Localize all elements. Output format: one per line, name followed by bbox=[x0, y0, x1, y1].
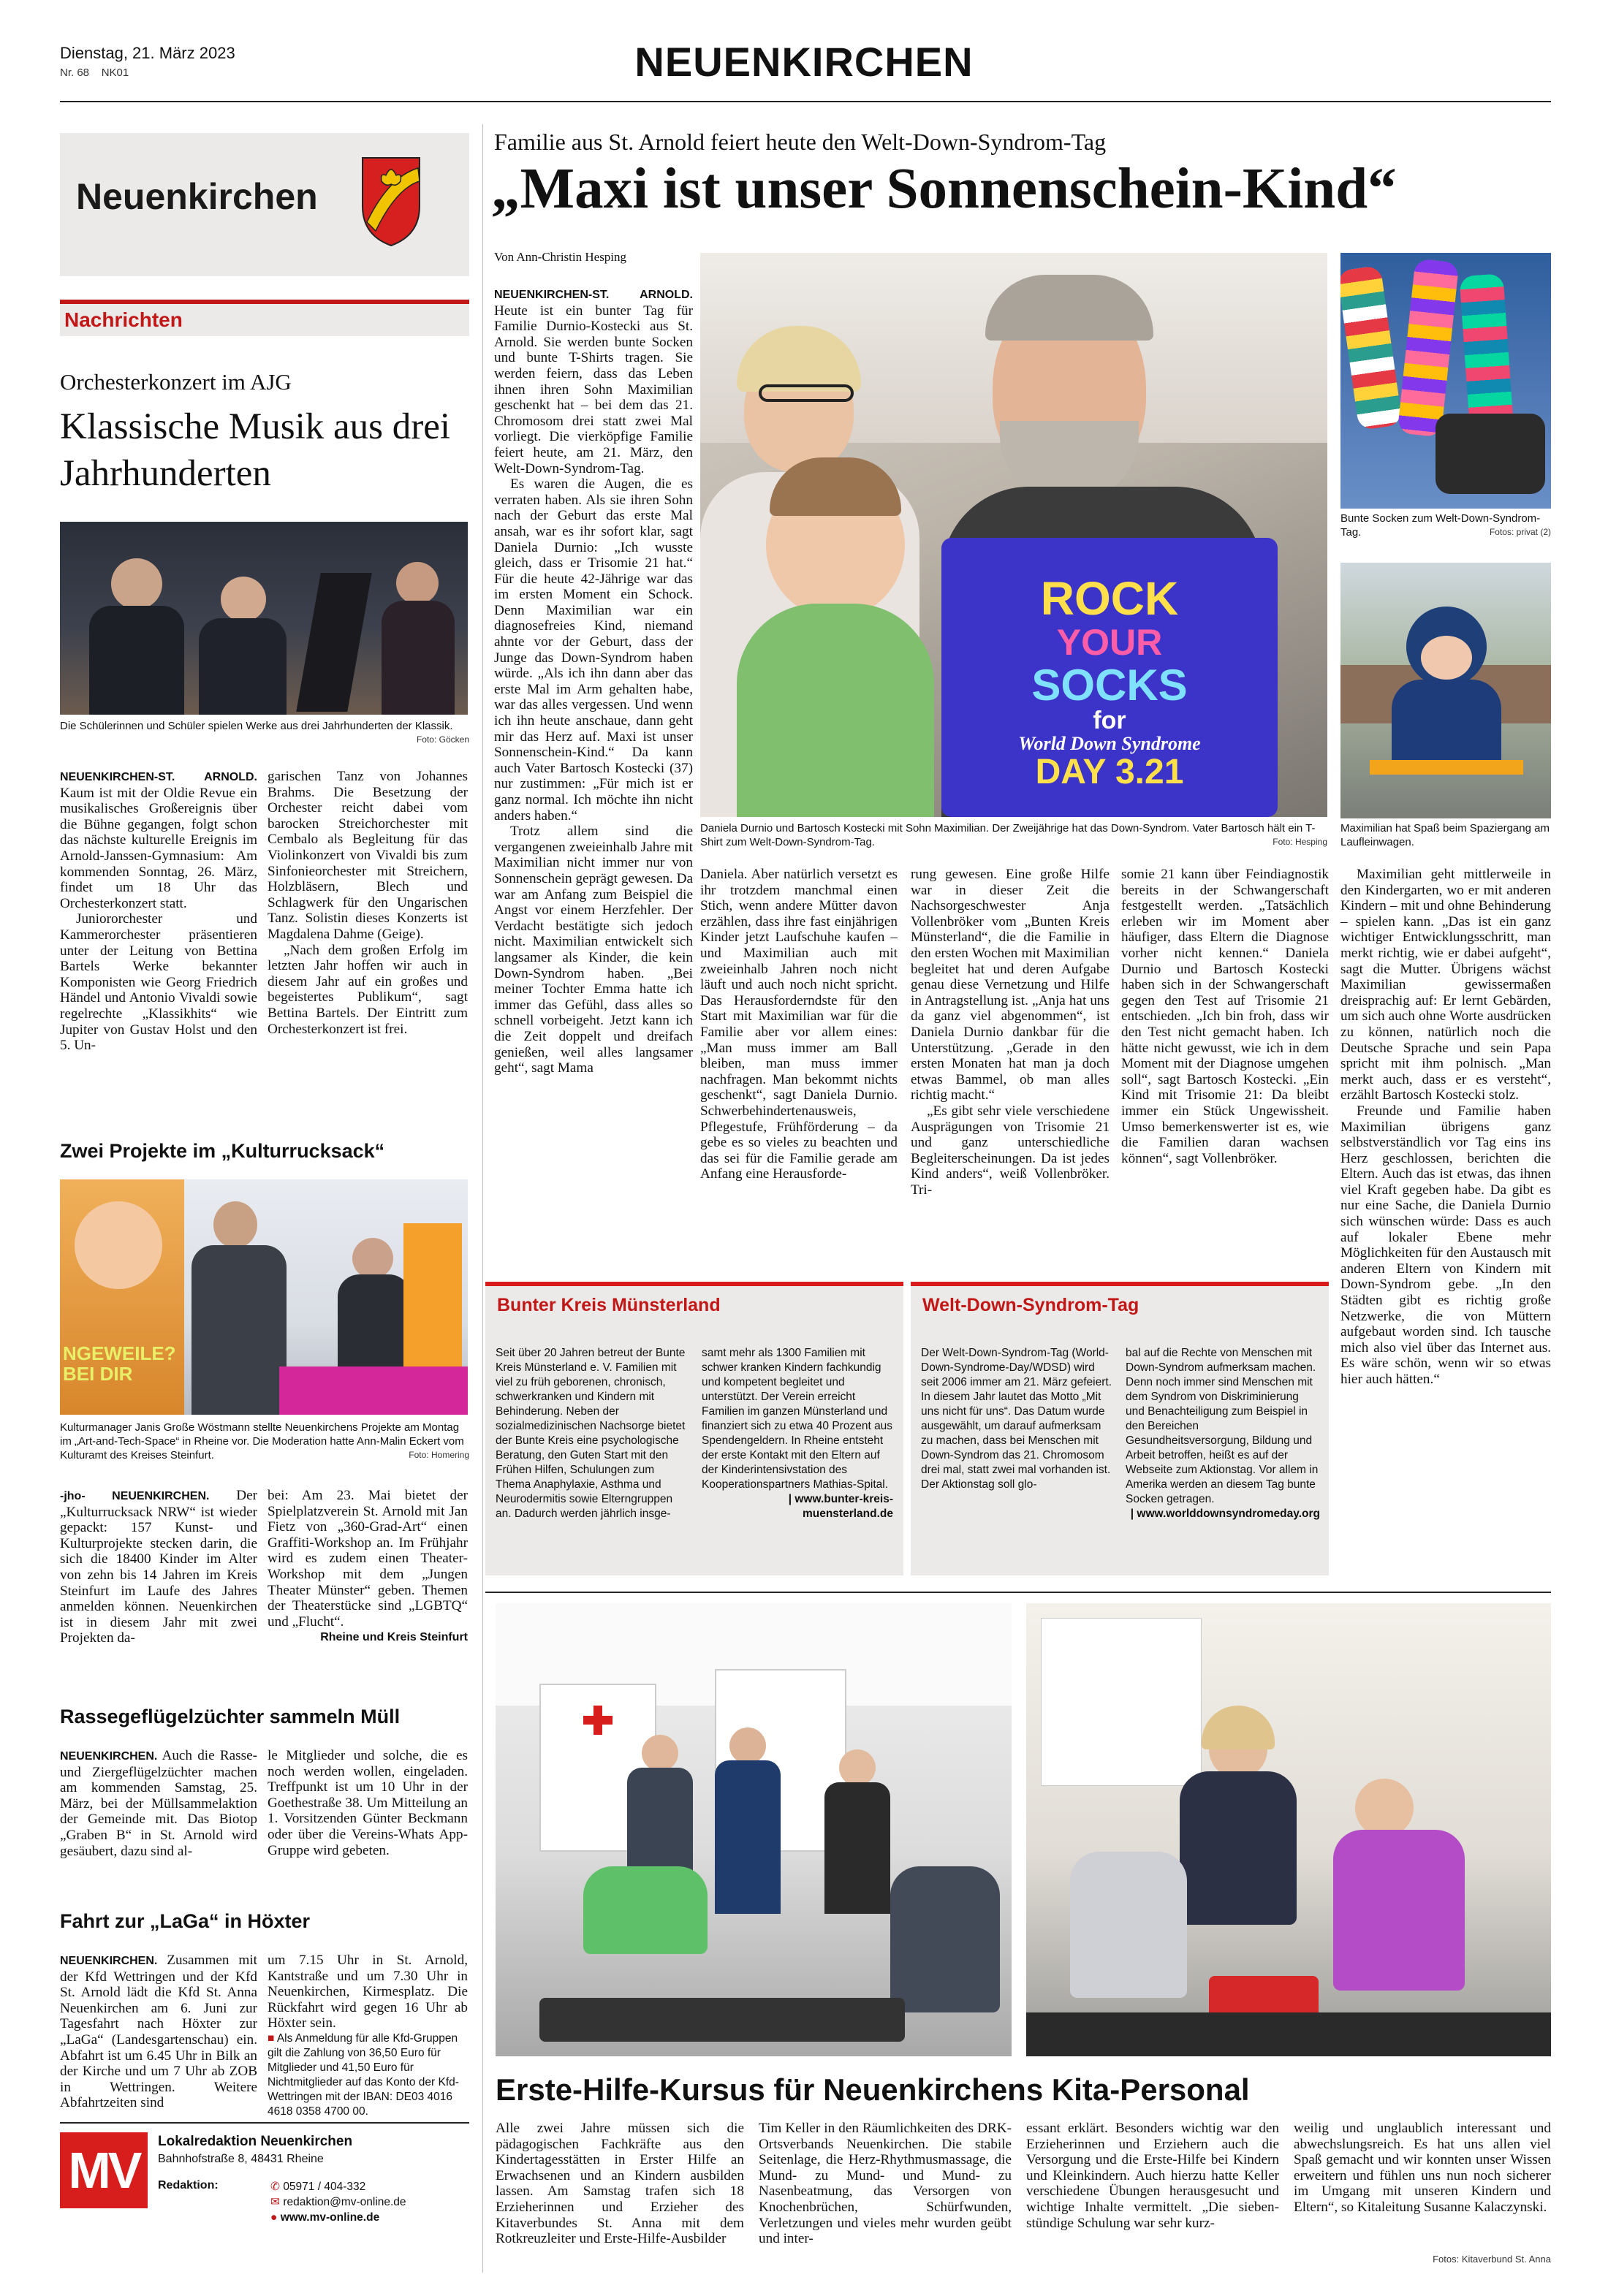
main-end-rule bbox=[485, 1592, 1551, 1593]
footer-email[interactable]: redaktion@mv-online.de bbox=[283, 2196, 406, 2208]
section-title: NEUENKIRCHEN bbox=[634, 39, 974, 85]
kulturrucksack-photo bbox=[60, 1179, 468, 1415]
concert-col1: NEUENKIRCHEN-ST. ARNOLD. Kaum ist mit der Oldie Revue ein musikalisches Großereignis über die Bühne gegangen, folgt schon das nächste kulturelle Ereignis im Arnold-Janssen-Gymnasium: Am kommenden Sonntag, 26. März, findet um 18 Uhr das Orchesterkonzert statt. Juniororchester und Kammerorchester präsentieren unter der Leitung von Bettina Bartels Werke bekannter Komponisten wie Georg Friedrich Händel und Antonio Vivaldi sowie regelrechte „Klassikhits“ wie Jupiter von Gustav Holst und den 5. Un- bbox=[60, 771, 257, 1054]
kulturrucksack-source: Rheine und Kreis Steinfurt bbox=[320, 1631, 468, 1644]
firstaid-col2: Tim Keller in den Räumlichkeiten des DRK-Ortsverbands Neuenkirchen. Die stabile Seitenlage, die Herz-Rhythmusmassage, die Mund- zu Mund- und Mund- zu Nasenbeatmung, das Versorgen von Knochenbrüchen, Schürfwunden, Verletzungen und vieles mehr wurden geübt und inter- bbox=[759, 2121, 1012, 2247]
socks-photo bbox=[1340, 253, 1551, 509]
footer-phone: 05971 / 404-332 bbox=[283, 2181, 366, 2193]
main-byline: Von Ann-Christin Hesping bbox=[494, 250, 627, 264]
box-bunter-col2: samt mehr als 1300 Familien mit schwer kranken Kindern fachkundig und kompetent begleitet und unterstützt. Der Verein erreicht Familien im ganzen Münsterland und finanziert sich zu etwa 40 Prozent aus Spendengeldern. In Rheine entsteht der erste Kontakt mit den Eltern auf der Kinderintensivstation des Kooperationspartners Mathias-Spital. | www.bunter-kreis-muensterland.de bbox=[702, 1347, 893, 1520]
gefluegel-col2: le Mitglieder und solche, die es noch werden wollen, eingeladen. Treffpunkt ist um 10 Uhr in der Goethestraße 38. Um Mitteilung an 1. Vorsitzenden Günter Beckmann oder über die Vereins-Whats App-Gruppe wird gebeten. bbox=[268, 1748, 468, 1858]
box-wdst-col1: Der Welt-Down-Syndrom-Tag (World-Down-Syndrome-Day/WDSD) wird seit 2006 immer am 21. März gefeiert. In diesem Jahr lautet das Motto „Mit uns nicht für uns“. Das Datum wurde ausgewählt, um darauf aufmerksam zu machen, dass bei Menschen mit Down-Syndrom das 21. Chromosom drei mal, statt zwei mal vorhanden ist. Der Aktionstag soll glo- bbox=[921, 1347, 1112, 1491]
issue-number: Nr. 68 bbox=[60, 66, 90, 79]
main-col4: somie 21 kann über Feindiagnostik bereits in der Schwangerschaft festgestellt werden. „Tatsächlich erleben wir im Moment aber häufiger, dass Eltern die Diagnose vorher nicht kennen.“ Daniela Durnio und Bartosch Kostecki haben sich in der Schwangerschaft gegen den Test auf Trisomie 21 entschieden. „Ich bin froh, dass wir den Test nicht gemacht haben. Ich hätte nicht gewusst, wie ich in dem Moment mit der Diagnose umgehen soll“, sagt Bartosch Kostecki. „Ein Kind mit Trisomie 21: Da bleibt immer ein Stück Ungewissheit. Umso bemerkenswerter ist es, wie die Familien daran wachsen können“, sagt Vollenbröker. bbox=[1121, 867, 1329, 1166]
family-photo-caption: Daniela Durnio und Bartosch Kostecki mit Sohn Maximilian. Der Zweijährige hat das Down-Syndrom. Vater Bartosch hält ein T-Shirt zum Welt-Down-Syndrom-Tag. Foto: Hesping bbox=[700, 822, 1327, 848]
kulturrucksack-col2: bei: Am 23. Mai bietet der Spielplatzverein St. Arnold mit Jan Fietz von „360-Grad-Art“ einen Graffiti-Workshop an. Im Frühjahr wird es zudem einen Theater-Workshop mit dem „Jungen Theater Münster“ geben. Themen der Theaterstücke sind „LGBTQ“ und „Flucht“. Rheine und Kreis Steinfurt bbox=[268, 1488, 468, 1644]
footer-office: Lokalredaktion Neuenkirchen bbox=[158, 2134, 353, 2149]
main-kicker: Familie aus St. Arnold feiert heute den Welt-Down-Syndrom-Tag bbox=[494, 129, 1107, 155]
concert-photo bbox=[60, 522, 468, 715]
coat-of-arms-icon bbox=[360, 155, 422, 248]
mv-logo: MV bbox=[60, 2132, 148, 2208]
laga-headline: Fahrt zur „LaGa“ in Höxter bbox=[60, 1910, 311, 1932]
box-bunter-title: Bunter Kreis Münsterland bbox=[485, 1282, 903, 1327]
footer-rule bbox=[60, 2122, 469, 2124]
socks-caption: Bunte Socken zum Welt-Down-Syndrom-Tag. Fotos: privat (2) bbox=[1340, 512, 1551, 539]
firstaid-photo-credit: Fotos: Kitaverbund St. Anna bbox=[1433, 2254, 1551, 2265]
family-photo bbox=[700, 253, 1327, 817]
laga-note-icon: ■ bbox=[268, 2031, 275, 2045]
concert-photo-credit: Foto: Göcken bbox=[416, 734, 469, 745]
kulturrucksack-caption: Kulturmanager Janis Große Wöstmann stellte Neuenkirchens Projekte am Montag im „Art-and-Tech-Space“ in Rheine vor. Die Moderation hatte Ann-Malin Eckert vom Kulturamt des Kreises Steinfurt. Foto: Homering bbox=[60, 1421, 469, 1461]
concert-col2: garischen Tanz von Johannes Brahms. Die Besetzung der Orchester reicht dabei vom barocken Streichorchester mit Cembalo als Begleitung für das Violinkonzert von Vivaldi bis zum Sinfonieorchester mit Streichern, Holzbläsern, Blech und Schlagwerk für den Ungarischen Tanz. Solistin dieses Konzerts ist Magdalena Dahme (Geige). „Nach dem großen Erfolg im letzten Jahr hoffen wir auch in diesem Jahr auf ein großes und begeistertes Publikum“, sagt Bettina Bartels. Der Eintritt zum Orchesterkonzert ist frei. bbox=[268, 769, 468, 1037]
main-col2: Daniela. Aber natürlich versetzt es ihr trotzdem manchmal einen Stich, wenn andere Mütter davon erzählen, dass ihre fast einjährigen Kinder jetzt Laufschuhe kaufen – und Maximilian auch mit zweieinhalb Jahren noch nicht läuft und auch noch nicht spricht. Das Herausforderndste für den Start mit Maximilian war für die Familie aber vor allem eines: „Man muss immer am Ball bleiben, man muss immer nachfragen. Man bekommt nichts geschenkt“, sagt Daniela Durnio. Schwerbehindertenausweis, Pflegestufe, Frühförderung – da gebe es so vieles zu beachten und das sei für die Familie gerade am Anfang eine Herausforde- bbox=[700, 867, 898, 1182]
kulturrucksack-photo-credit: Foto: Homering bbox=[409, 1450, 469, 1460]
box-wdst-link[interactable]: www.worlddownsyndromeday.org bbox=[1137, 1508, 1320, 1520]
laga-col1: NEUENKIRCHEN. Zusammen mit der Kfd Wettringen und der Kfd St. Arnold lädt die Kfd St. Anna Neuenkirchen am 6. Juni zur Tagesfahrt nach Höxter zur „LaGa“ (Landesgartenschau) ein. Abfahrt ist um 6.45 Uhr in Bilk an der Kirche und um 7 Uhr ab ZOB in Wettringen. Weitere Abfahrtzeiten sind bbox=[60, 1953, 257, 2111]
column-divider bbox=[482, 124, 483, 2273]
header-date: Dienstag, 21. März 2023 bbox=[60, 44, 235, 62]
firstaid-col4: weilig und unglaublich interessant und abwechslungsreich. Es hat uns allen viel Spaß gemacht und wir konnten unser Wissen erweitern und fühlen uns nun noch sicherer im Umgang mit unseren Kindern und Eltern“, so Kitaleitung Susanne Kalaczynski. bbox=[1294, 2121, 1551, 2215]
kulturrucksack-sign: NGEWEILE? BEI DIR bbox=[63, 1342, 176, 1385]
email-icon: ✉ bbox=[270, 2196, 280, 2208]
walker-caption: Maximilian hat Spaß beim Spaziergang am Laufleinwagen. bbox=[1340, 822, 1550, 848]
phone-icon: ✆ bbox=[270, 2181, 280, 2193]
footer-redaktion-label: Redaktion: bbox=[158, 2179, 219, 2192]
footer-web[interactable]: www.mv-online.de bbox=[280, 2211, 380, 2224]
kulturrucksack-col1: -jho- NEUENKIRCHEN. Der „Kulturrucksack NRW“ ist wieder gepackt: 157 Kunst- und Kulturprojekte stecken darin, die sich die 18400 Kinder im Alter von zehn bis 14 Jahren im Kreis Steinfurt im Laufe des Jahres anmelden können. Neuenkirchen ist in diesem Jahr mit zwei Projekten da- bbox=[60, 1488, 257, 1646]
red-cross-icon bbox=[583, 1706, 613, 1735]
news-label: Nachrichten bbox=[64, 308, 183, 331]
concert-kicker: Orchesterkonzert im AJG bbox=[60, 369, 292, 395]
box-wdst-title: Welt-Down-Syndrom-Tag bbox=[911, 1282, 1329, 1327]
firstaid-photo-right bbox=[1026, 1603, 1551, 2056]
family-photo-credit: Foto: Hesping bbox=[1273, 837, 1327, 847]
laga-col2: um 7.15 Uhr in St. Arnold, Kantstraße und um 7.30 Uhr in Neuenkirchen, Kirmesplatz. Die Rückfahrt wird gegen 16 Uhr ab Höxter sein. ■ Als Anmeldung für alle Kfd-Gruppen gilt die Zahlung von 36,50 Euro für Mitglieder und 41,50 Euro für Nichtmitglieder auf das Konto der Kfd-Wettringen mit der IBAN: DE03 4016 4618 0358 4700 00. bbox=[268, 1953, 468, 2118]
socks-photo-credit: Fotos: privat (2) bbox=[1489, 527, 1551, 537]
main-headline: „Maxi ist unser Sonnenschein-Kind“ bbox=[491, 157, 1397, 221]
header-rule bbox=[60, 101, 1551, 102]
web-icon: ● bbox=[270, 2211, 278, 2224]
concert-headline: Klassische Musik aus drei Jahrhunderten bbox=[60, 406, 451, 494]
shirt-text: ROCK YOUR SOCKS for World Down Syndrome DAY 3.21 bbox=[1018, 572, 1201, 791]
firstaid-col1: Alle zwei Jahre müssen sich die pädagogischen Fachkräfte aus den Kindertagesstätten in Erster Hilfe an Erwachsenen und an Kindern ausbilden lassen. Am Samstag trafen sich 18 Erzieherinnen und Erzieher des Kitaverbundes St. Anna mit dem Rotkreuzleiter und Erste-Hilfe-Ausbilder bbox=[496, 2121, 744, 2247]
kulturrucksack-headline: Zwei Projekte im „Kulturrucksack“ bbox=[60, 1140, 385, 1162]
firstaid-col3: essant erklärt. Besonders wichtig war den Erzieherinnen und Erziehern auch die Versorgung und die Erste-Hilfe bei Kindern und Kleinkindern. Auch hierzu hatte Keller verschiedene Übungen herausgesucht und wichtige Inhalte vermittelt. „Die siebenstündige Schulung war sehr kurz- bbox=[1026, 2121, 1279, 2231]
concert-caption: Die Schülerinnen und Schüler spielen Werke aus drei Jahrhunderten der Klassik. Foto: Göcken bbox=[60, 719, 469, 747]
box-bunter-col1: Seit über 20 Jahren betreut der Bunte Kreis Münsterland e. V. Familien mit viel zu früh geborenen, chronisch, schwerkranken und Kindern mit Behinderung. Neben der sozialmedizinischen Nachsorge bietet der Bunte Kreis eine psychologische Beratung, den Guten Start mit den Frühen Hilfen, Schulungen zum Thema Anaphylaxie, Asthma und Neurodermitis sowie Elterngruppen an. Dadurch werden jährlich insge- bbox=[496, 1347, 686, 1520]
masthead-town: Neuenkirchen bbox=[76, 176, 318, 217]
main-col3: rung gewesen. Eine große Hilfe war in dieser Zeit die Nachsorgeschwester Anja Vollenbröker vom „Bunten Kreis Münsterland“, die die Familie in den ersten Wochen mit Maximilian begleitet hat und deren Aufgabe genau diese Vernetzung und Hilfe in Antragstellung ist. „Anja hat uns da ganz viel abgenommen“, ist Daniela Durnio dankbar für die Unterstützung. „Gerade in den ersten Monaten hat man ja doch etwas Bammel, ob man alles richtig macht.“ „Es gibt sehr viele verschiedene Ausprägungen von Trisomie 21 und ganz unterschiedliche Begleiterscheinungen. Da ist jedes Kind anders“, weiß Vollenbröker. Tri- bbox=[911, 867, 1110, 1198]
box-wdst-col2: bal auf die Rechte von Menschen mit Down-Syndrom aufmerksam machen. Denn noch immer sind Menschen mit dem Syndrom von Diskriminierung und Benachteiligung zum Beispiel in den Bereichen Gesundheitsversorgung, Bildung und Arbeit betroffen, heißt es auf der Webseite zum Aktionstag. Vor allem in Amerika werden an diesem Tag bunte Socken getragen. | www.worlddownsyndromeday.org bbox=[1126, 1347, 1320, 1520]
main-col5: Maximilian geht mittlerweile in den Kindergarten, wo er mit anderen Kindern – mit und ohne Behinderung – spielen kann. „Das ist ein ganz wichtiger Entwicklungsschritt, man merkt richtig, wie er dabei aufgeht“, sagt die Mutter. Übrigens wächst Maximilian gewissermaßen dreisprachig auf: Er lernt Gebärden, um sich auch ohne Worte ausdrücken zu können, natürlich noch die Deutsche Sprache und sein Papa spricht mit ihm polnisch. „Man merkt auch, dass er es versteht“, erzählt Bartosch Kostecki stolz. Freunde und Familie haben Maximilian übrigens ganz selbstverständlich vor Tag eins ins Herz geschlossen, berichten die Eltern. Auch das ist etwas, das ihnen viel Kraft gegeben habe. Da gibt es nur eine Sache, die Daniela Durnio sich wünschen würde: Dass es auch auf lokaler Ebene mehr Möglichkeiten für den Austausch mit anderen Eltern von Kindern mit Down-Syndrom gebe. „In den Städten gibt es richtig große Netzwerke, die von Müttern aufgebaut worden sind. Ich tausche mich also viel über das Internet aus. Es wäre schön, wenn wir so etwas hier auch hätten.“ bbox=[1340, 867, 1551, 1387]
footer-contacts bbox=[270, 2179, 406, 2225]
main-intro-col: NEUENKIRCHEN-ST. ARNOLD. Heute ist ein bunter Tag für Familie Durnio-Kostecki aus St. Arnold. Sie werden bunte Socken und bunte T-Shirts tragen. Sie werden feiern, dass das Leben ihnen ihren Sohn Maximilian geschenkt hat – bei dem das 21. Chromosom drei statt zwei Mal vorliegt. Die vierköpfige Familie feiert heute, am 21. März, den Welt-Down-Syndrom-Tag. Es waren die Augen, die es verraten haben. Als sie ihren Sohn nach der Geburt das erste Mal ansah, war es ihr sofort klar, sagt Daniela Durnio: „Ich wusste gleich, dass er Trisomie 21 hat.“ Für die heute 42-Jährige war das im ersten Moment ein Schock. Denn Maximilian war ein diagnosefreies Kind, niemand ahnte vor der Geburt, dass der Junge das Down-Syndrom haben würde. „Als ich ihn dann aber das erste Mal im Arm gehalten habe, war das alles vergessen. Und wenn ich ihn heute anschaue, dann geht mir das Herz auf. Maxi ist unser Sonnenschein-Kind.“ Da kann auch Vater Bartosch Kostecki (37) nur zustimmen: „Für mich ist er ganz normal. Ich möchte ihn nicht anders haben.“ Trotz allem sind die vergangenen zweieinhalb Jahre mit Maximilian nicht immer nur von Sonnenschein geprägt gewesen. Da war am Anfang zum Beispiel die Angst vor einem Herzfehler. Der Verdacht bestätigte sich jedoch nicht. Maximilian entwickelt sich langsamer als Kinder, die kein Down-Syndrom haben. „Bei meiner Tochter Emma hatte ich immer das Gefühl, dass alles so schnell vorbeigeht. Jetzt kann ich die Zeit doppelt und dreifach genießen, weil alles langsamer geht“, sagt Mama bbox=[494, 289, 693, 1076]
edition-code: NK01 bbox=[101, 66, 129, 79]
gefluegel-headline: Rassegeflügelzüchter sammeln Müll bbox=[60, 1706, 401, 1727]
footer-address: Bahnhofstraße 8, 48431 Rheine bbox=[158, 2153, 324, 2165]
box-bunter-link[interactable]: www.bunter-kreis-muensterland.de bbox=[794, 1493, 893, 1520]
gefluegel-col1: NEUENKIRCHEN. Auch die Rasse- und Ziergeflügelzüchter machen am kommenden Samstag, 25. März, bei der Müllsammelaktion der Gemeinde mit. Das Biotop „Graben B“ in St. Arnold wird gesäubert, dazu sind al- bbox=[60, 1748, 257, 1859]
firstaid-headline: Erste-Hilfe-Kursus für Neuenkirchens Kita-Personal bbox=[496, 2072, 1250, 2107]
firstaid-photo-left bbox=[496, 1603, 1012, 2056]
walker-photo bbox=[1340, 563, 1551, 818]
